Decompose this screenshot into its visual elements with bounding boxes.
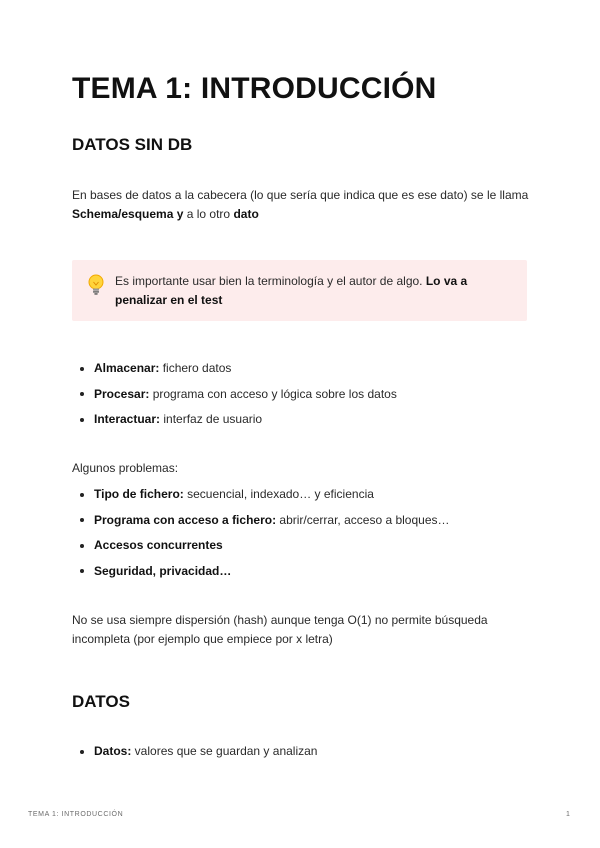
list-item <box>72 359 532 385</box>
lightbulb-icon <box>86 273 106 297</box>
list-item <box>72 485 532 511</box>
intro-paragraph <box>72 186 532 224</box>
list-item <box>72 385 532 411</box>
intro-text-2: a lo otro <box>183 207 234 221</box>
list-item-label: Programa con acceso a fichero: <box>94 512 277 527</box>
intro-text-1: En bases de datos a la cabecera (lo que sería que indica que es ese dato) se le llama <box>72 188 529 202</box>
list-item-label: Accesos concurrentes <box>94 538 223 552</box>
list-item-label: Almacenar: <box>94 361 160 375</box>
page-title: TEMA 1: INTRODUCCIÓN <box>72 72 437 105</box>
list-item-label: Tipo de fichero: <box>94 487 184 501</box>
callout-text-normal: Es importante usar bien la terminología y el autor de algo. <box>115 274 426 288</box>
list-item <box>72 511 532 537</box>
list-components <box>72 359 532 436</box>
footer-page-number: 1 <box>566 811 570 818</box>
hash-note-paragraph: No se usa siempre dispersión (hash) aunque tenga O(1) no permite búsqueda incompleta (por ejemplo que empiece por x letra) <box>72 613 488 646</box>
list-item-text: secuencial, indexado… y eficiencia <box>183 487 374 501</box>
intro-bold-dato: dato <box>233 207 259 221</box>
list-item-text: interfaz de usuario <box>160 412 263 426</box>
callout-text-bold: Lo va a penalizar en el test <box>115 274 468 307</box>
intro-bold-schema: Schema/esquema y <box>72 207 184 221</box>
problems-intro: Algunos problemas: <box>72 461 179 475</box>
list-datos <box>72 742 532 768</box>
list-item <box>72 536 532 562</box>
list-item-text: programa con acceso y lógica sobre los datos <box>149 386 397 401</box>
section-heading-datos-sin-db: DATOS SIN DB <box>72 135 193 154</box>
section-heading-datos: DATOS <box>72 692 130 711</box>
list-item-label: Datos: <box>94 744 132 758</box>
list-item <box>72 410 532 436</box>
callout-text <box>115 272 515 310</box>
list-item <box>72 742 532 768</box>
footer-title: TEMA 1: INTRODUCCIÓN <box>28 811 124 818</box>
list-item <box>72 562 532 588</box>
callout-box <box>72 260 527 321</box>
list-item-text: fichero datos <box>159 361 232 375</box>
list-item-text: valores que se guardan y analizan <box>131 744 318 758</box>
list-item-label: Procesar: <box>94 386 150 401</box>
list-item-label: Interactuar: <box>94 412 161 426</box>
list-item-label: Seguridad, privacidad… <box>94 563 232 578</box>
list-problems <box>72 485 532 587</box>
list-item-text: abrir/cerrar, acceso a bloques… <box>276 512 450 527</box>
